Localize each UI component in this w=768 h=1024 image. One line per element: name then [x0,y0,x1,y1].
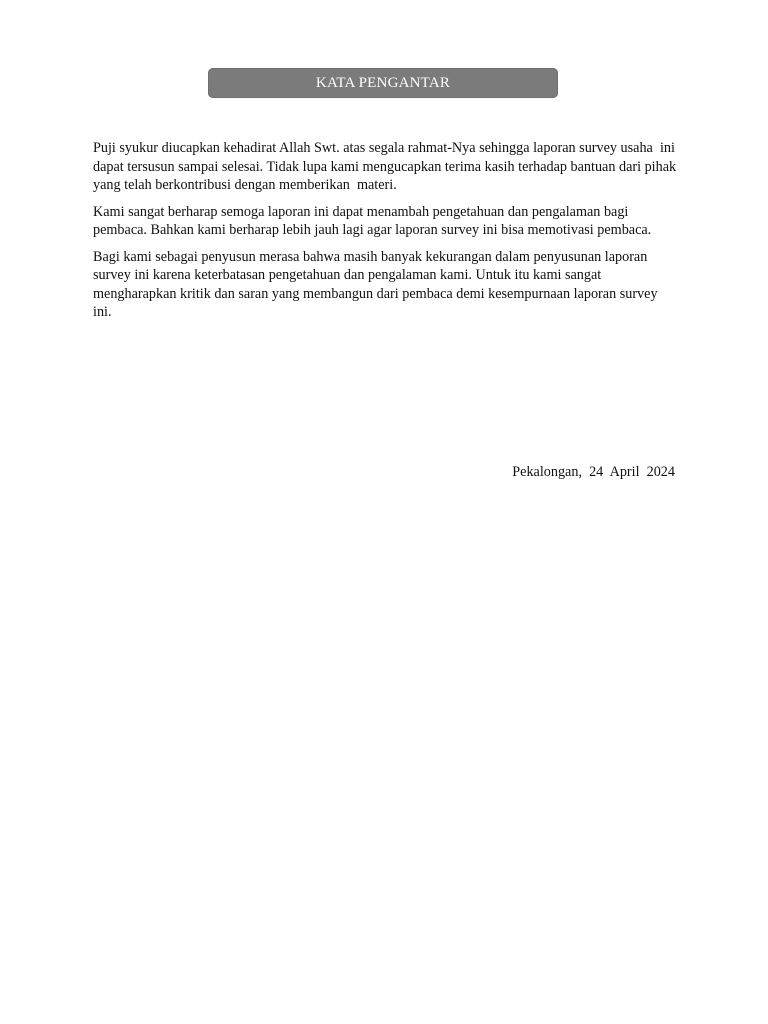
paragraph-2: Kami sangat berharap semoga laporan ini dapat menambah pengetahuan dan pengalaman bagi pembaca. Bahkan kami berharap lebih jauh lagi agar laporan survey ini bisa memotivasi pembaca. [93,203,652,238]
place-date: Pekalongan, 24 April 2024 [512,464,675,480]
body-text [93,139,680,330]
title-banner [208,68,558,98]
paragraph-3: Bagi kami sebagai penyusun merasa bahwa masih banyak kekurangan dalam penyusunan laporan survey ini karena keterbatasan pengetahuan dan pengalaman kami. Untuk itu kami sangat mengharapkan kritik dan saran yang membangun dari pembaca demi kesempurnaan laporan survey ini. [93,248,665,320]
paragraph-1: Puji syukur diucapkan kehadirat Allah Swt. atas segala rahmat-Nya sehingga laporan survey usaha ini dapat tersusun sampai selesai. Tidak lupa kami mengucapkan terima kasih terhadap bantuan dari pihak yang telah berkontribusi dengan memberikan materi. [93,140,680,193]
page-title: KATA PENGANTAR [315,74,451,91]
